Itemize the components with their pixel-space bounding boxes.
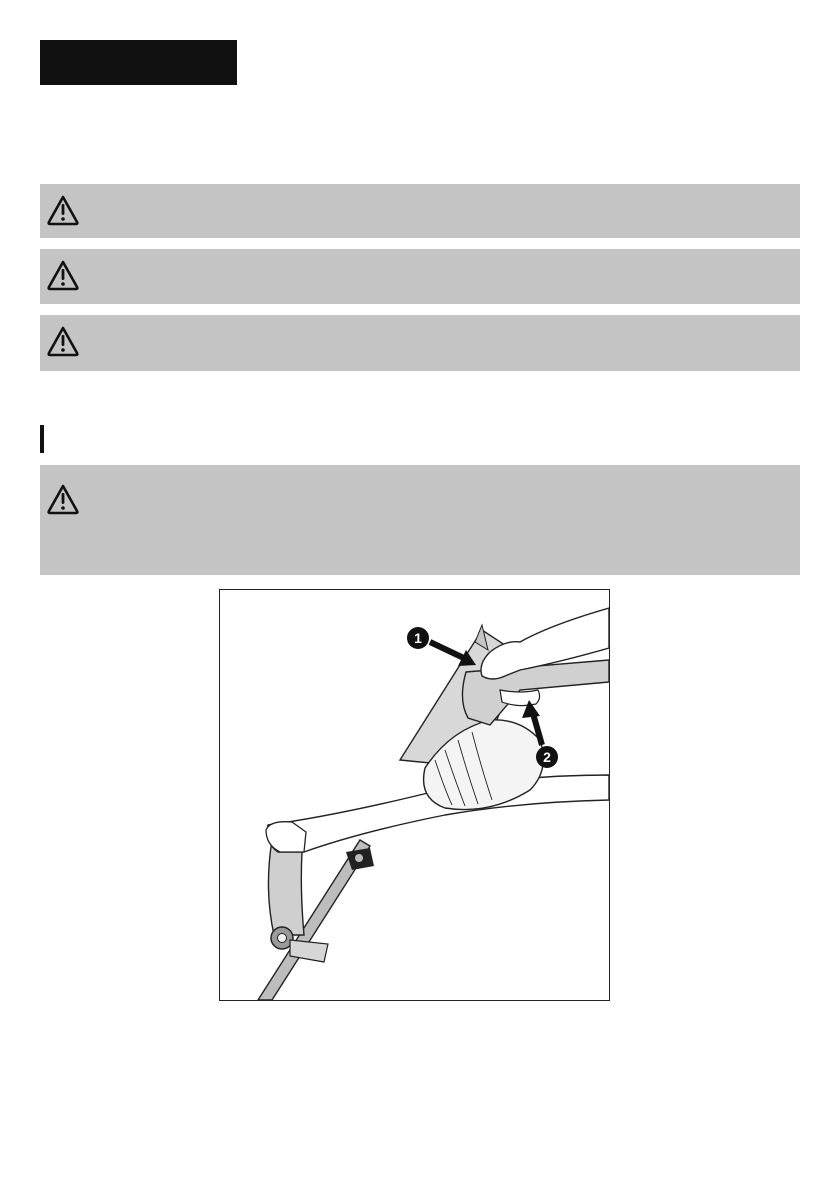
callout-2: 2 xyxy=(543,749,551,765)
section-warning-text xyxy=(80,465,106,483)
warning-text-3 xyxy=(80,315,106,333)
warning-triangle-icon xyxy=(46,483,80,515)
handle-grip-illustration xyxy=(220,590,609,1000)
warning-text-2 xyxy=(80,249,106,267)
section-marker xyxy=(40,425,44,453)
callout-1: 1 xyxy=(414,630,422,646)
warning-box-1 xyxy=(40,184,800,238)
warning-triangle-icon xyxy=(46,194,80,226)
warning-box-3 xyxy=(40,315,800,371)
header-tab xyxy=(40,40,237,85)
warning-box-2 xyxy=(40,249,800,304)
instruction-illustration xyxy=(219,589,610,1001)
warning-text-1 xyxy=(80,184,106,202)
section-warning-box xyxy=(40,465,800,575)
warning-triangle-icon xyxy=(46,325,80,357)
warning-triangle-icon xyxy=(46,259,80,291)
